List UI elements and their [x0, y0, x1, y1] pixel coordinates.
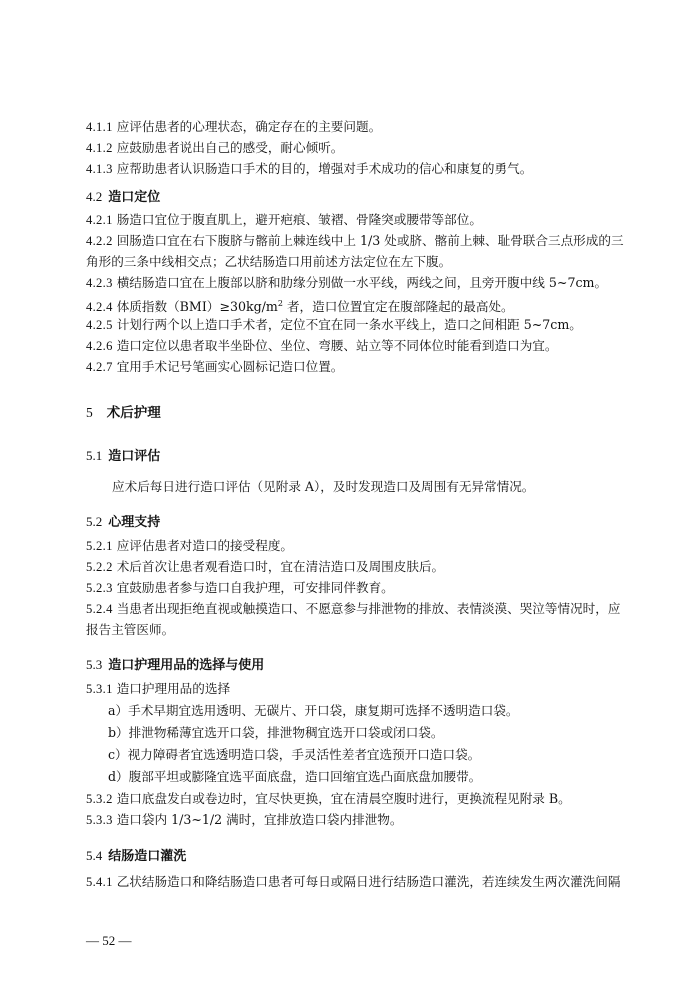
clause-5-3-2: 5.3.2 造口底盘发白或卷边时，宜尽快更换，宜在清晨空腹时进行，更换流程见附录 B。 — [86, 791, 571, 806]
clause-4-2-3: 4.2.3 横结肠造口宜在上腹部以脐和肋缘分别做一水平线，两线之间，且旁开腹中线 5~7cm。 — [86, 275, 608, 290]
clause-4-2-1: 4.2.1 肠造口宜位于腹直肌上，避开疤痕、皱褶、骨隆突或腰带等部位。 — [86, 212, 482, 227]
list-item-a: a）手术早期宜选用透明、无碳片、开口袋，康复期可选择不透明造口袋。 — [108, 703, 519, 718]
clause-5-4-1: 5.4.1 乙状结肠造口和降结肠造口患者可每日或隔日进行结肠造口灌洗，若连续发生两次灌洗间隔 — [86, 874, 621, 889]
clause-5-2-1: 5.2.1 应评估患者对造口的接受程度。 — [86, 538, 294, 553]
section-heading-5-1: 5.1 造口评估 — [86, 448, 161, 464]
clause-5-2-4: 5.2.4 当患者出现拒绝直视或触摸造口、不愿意参与排泄物的排放、表情淡漠、哭泣等情况时，应 — [86, 601, 621, 616]
page-number: — 52 — — [86, 933, 132, 948]
clause-4-2-7: 4.2.7 宜用手术记号笔画实心圆标记造口位置。 — [86, 359, 344, 374]
chapter-heading-5: 5 术后护理 — [86, 405, 161, 421]
clause-4-2-5: 4.2.5 计划行两个以上造口手术者，定位不宜在同一条水平线上，造口之间相距 5~7cm。 — [86, 317, 582, 332]
section-heading-5-3: 5.3 造口护理用品的选择与使用 — [86, 657, 265, 673]
section-heading-4-2: 4.2 造口定位 — [86, 189, 161, 205]
clause-5-2-2: 5.2.2 术后首次让患者观看造口时，宜在清洁造口及周围皮肤后。 — [86, 559, 445, 574]
section-heading-5-4: 5.4 结肠造口灌洗 — [86, 848, 187, 864]
clause-5-3-1: 5.3.1 造口护理用品的选择 — [86, 681, 231, 696]
list-item-b: b）排泄物稀薄宜选开口袋，排泄物稠宜选开口袋或闭口袋。 — [108, 725, 444, 740]
clause-4-2-2: 4.2.2 回肠造口宜在右下腹脐与髂前上棘连线中上 1/3 处或脐、髂前上棘、耻骨联合三点形成的三 — [86, 233, 624, 248]
list-item-c: c）视力障碍者宜选透明造口袋，手灵活性差者宜选预开口造口袋。 — [108, 747, 481, 762]
clause-4-2-6: 4.2.6 造口定位以患者取半坐卧位、坐位、弯腰、站立等不同体位时能看到造口为宜。 — [86, 338, 558, 353]
paragraph-5-1: 应术后每日进行造口评估（见附录 A），及时发现造口及周围有无异常情况。 — [112, 479, 535, 494]
list-item-d: d）腹部平坦或膨隆宜选平面底盘，造口回缩宜选凸面底盘加腰带。 — [108, 769, 482, 784]
clause-4-1-1: 4.1.1 应评估患者的心理状态，确定存在的主要问题。 — [86, 119, 382, 134]
section-heading-5-2: 5.2 心理支持 — [86, 514, 161, 530]
clause-5-2-3: 5.2.3 宜鼓励患者参与造口自我护理，可安排同伴教育。 — [86, 580, 394, 595]
clause-4-1-2: 4.1.2 应鼓励患者说出自己的感受，耐心倾听。 — [86, 140, 344, 155]
clause-4-2-2-cont: 角形的三条中线相交点；乙状结肠造口用前述方法定位在左下腹。 — [86, 254, 452, 269]
clause-5-3-3: 5.3.3 造口袋内 1/3~1/2 满时，宜排放造口袋内排泄物。 — [86, 812, 403, 827]
clause-5-2-4-cont: 报告主管医师。 — [86, 622, 175, 637]
clause-4-1-3: 4.1.3 应帮助患者认识肠造口手术的目的，增强对手术成功的信心和康复的勇气。 — [86, 161, 533, 176]
clause-4-2-4: 4.2.4 体质指数$(BMI)\ge 30kg/m^2$ 者，造口位置宜定在腹部隆起的最高处。 — [86, 299, 514, 315]
